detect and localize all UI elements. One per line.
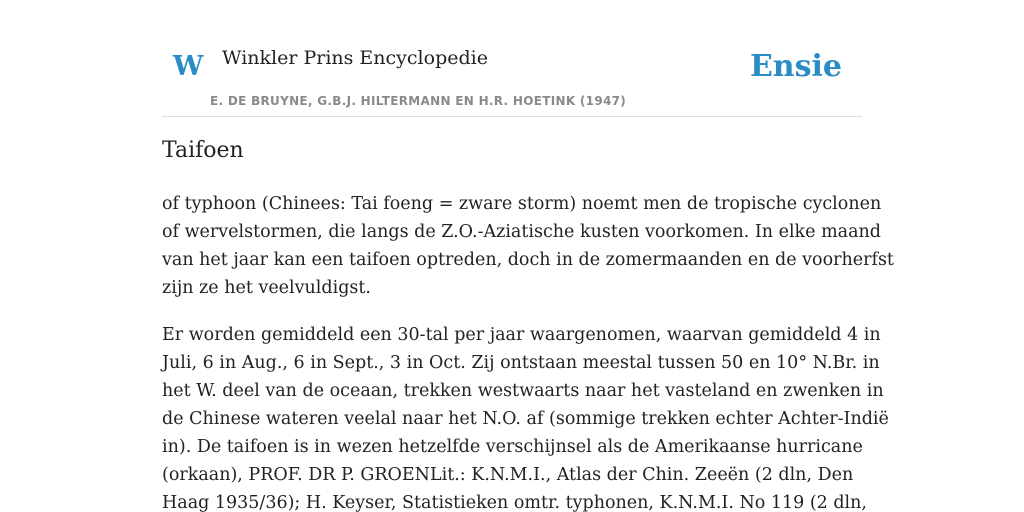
paragraph-line: in). De taifoen is in wezen hetzelfde verschijnsel als de Amerikaanse hurricane [162, 437, 863, 458]
article-paragraph [162, 321, 889, 512]
paragraph-line: of typhoon (Chinees: Tai foeng = zware storm) noemt men de tropische cyclonen [162, 194, 882, 215]
ensie-logo-link[interactable]: Ensie [749, 49, 842, 84]
article-body [162, 190, 894, 512]
source-title-link[interactable]: Winkler Prins Encyclopedie [222, 47, 488, 69]
article-paragraph [162, 190, 894, 302]
paragraph-line: het W. deel van de oceaan, trekken westwaarts naar het vasteland en zwenken in [162, 381, 884, 402]
article [162, 138, 894, 512]
article-title: Taifoen [162, 138, 244, 163]
paragraph-line: Juli, 6 in Aug., 6 in Sept., 3 in Oct. Zij ontstaan meestal tussen 50 en 10° N.Br. in [162, 353, 880, 374]
paragraph-line: zijn ze het veelvuldigst. [162, 278, 371, 299]
paragraph-line: (orkaan), PROF. DR P. GROENLit.: K.N.M.I., Atlas der Chin. Zeeën (2 dln, Den [162, 465, 854, 486]
source-authors: E. DE BRUYNE, G.B.J. HILTERMANN EN H.R. HOETINK (1947) [210, 94, 627, 108]
paragraph-line: Haag 1935/36); H. Keyser, Statistieken omtr. typhonen, K.N.M.I. No 119 (2 dln, [162, 493, 867, 512]
paragraph-line: de Chinese wateren veelal naar het N.O. af (sommige trekken echter Achter-Indië [162, 409, 889, 430]
source-logo-icon[interactable]: W [173, 51, 204, 82]
source-header [162, 34, 862, 117]
paragraph-line: van het jaar kan een taifoen optreden, doch in de zomermaanden en de voorherfst [162, 250, 894, 271]
paragraph-line: of wervelstormen, die langs de Z.O.-Aziatische kusten voorkomen. In elke maand [162, 222, 882, 243]
paragraph-line: Er worden gemiddeld een 30-tal per jaar waargenomen, waarvan gemiddeld 4 in [162, 325, 881, 346]
